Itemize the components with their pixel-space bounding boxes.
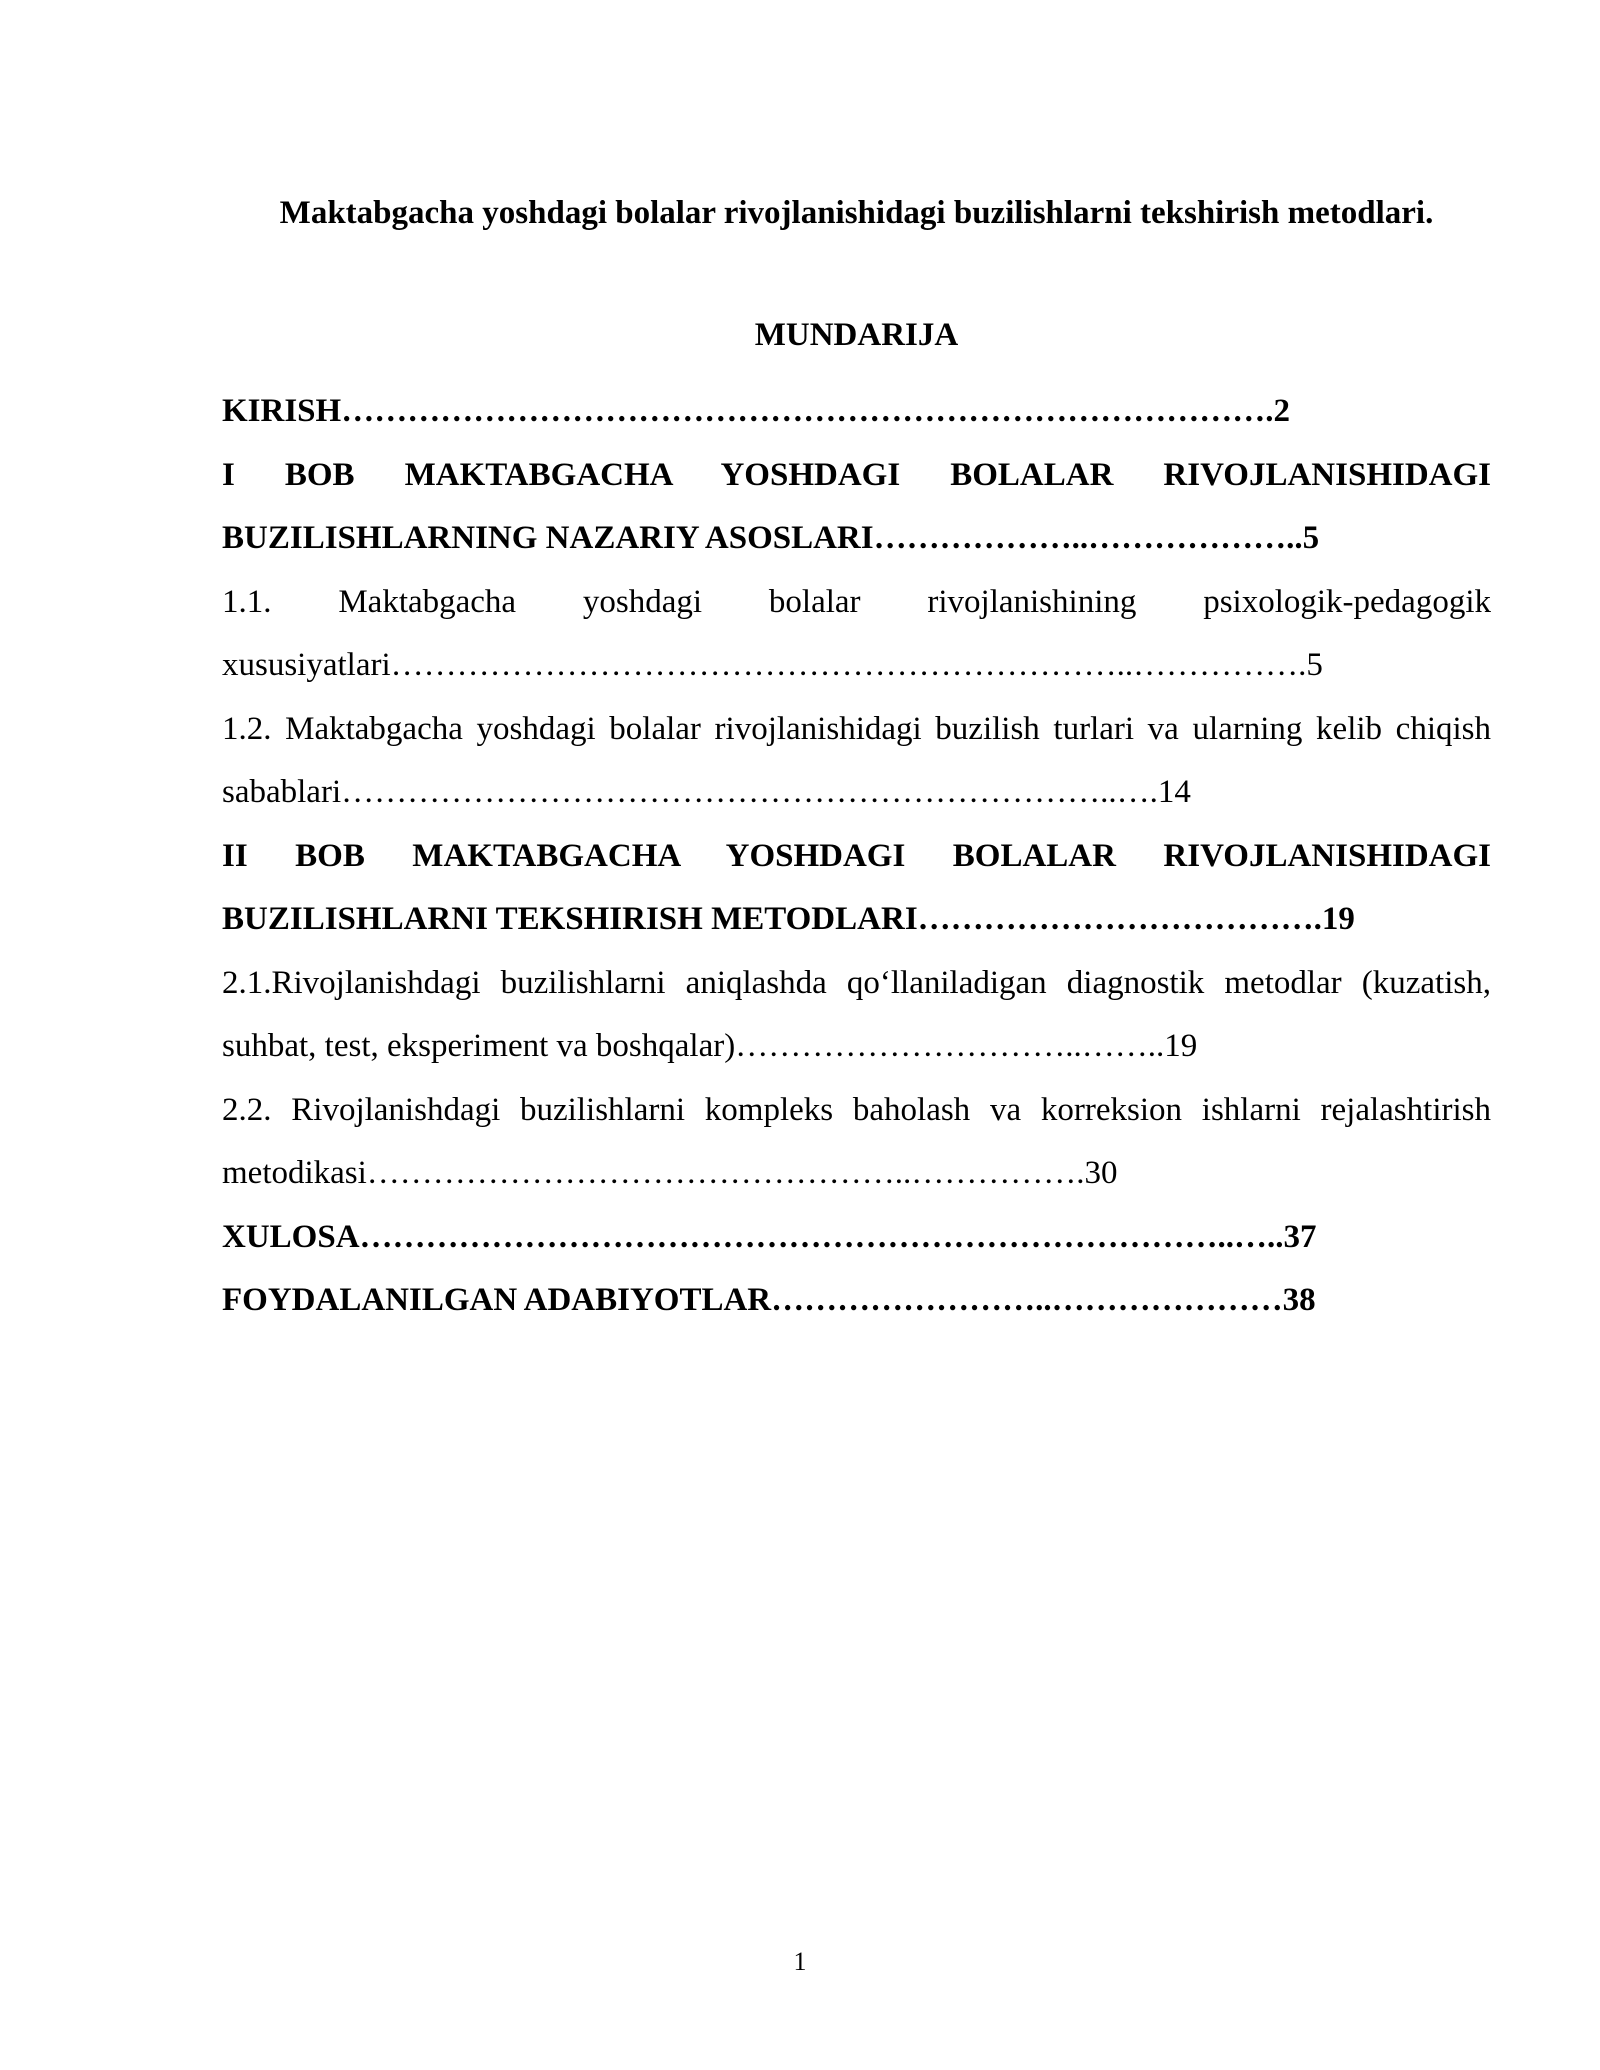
toc-entry-section-1-2: 1.2. Maktabgacha yoshdagi bolalar rivojlanishidagi buzilish turlari va ularning kelib chiqish sabablari……………………………………………………………..….14 — [222, 710, 1491, 810]
toc-entry-section-2-2: 2.2. Rivojlanishdagi buzilishlarni kompleks baholash va korreksion ishlarni rejalashtirish metodikasi…………………………………………..…………….30 — [222, 1091, 1491, 1191]
toc-entry-chapter-2: II BOB MAKTABGACHA YOSHDAGI BOLALAR RIVOJLANISHIDAGI BUZILISHLARNI TEKSHIRISH METODLARI……………………………….19 — [222, 837, 1491, 937]
toc-heading: MUNDARIJA — [754, 317, 959, 353]
toc-entry-xulosa: XULOSA……………………………………………………………………..…..37 — [222, 1218, 1317, 1255]
toc-entry-kirish: KIRISH………………………………………………………………………….2 — [222, 393, 1290, 429]
toc-entry-section-1-1: 1.1. Maktabgacha yoshdagi bolalar rivojlanishining psixologik-pedagogik xususiyatlari…………………………………………………………..…………….5 — [222, 583, 1491, 683]
page-number: 1 — [793, 1947, 807, 1976]
table-of-contents — [222, 380, 1491, 1333]
toc-entry-chapter-1: I BOB MAKTABGACHA YOSHDAGI BOLALAR RIVOJLANISHIDAGI BUZILISHLARNING NAZARIY ASOSLARI………………..………………..5 — [222, 456, 1491, 556]
toc-entry-references: FOYDALANILGAN ADABIYOTLAR……………………..…………………38 — [222, 1282, 1316, 1318]
toc-entry-section-2-1: 2.1.Rivojlanishdagi buzilishlarni aniqlashda qo‘llaniladigan diagnostik metodlar (kuzatish, suhbat, test, eksperiment va boshqalar)…………………………..……..19 — [222, 964, 1491, 1064]
document-title: Maktabgacha yoshdagi bolalar rivojlanishidagi buzilishlarni tekshirish metodlari. — [279, 195, 1434, 231]
